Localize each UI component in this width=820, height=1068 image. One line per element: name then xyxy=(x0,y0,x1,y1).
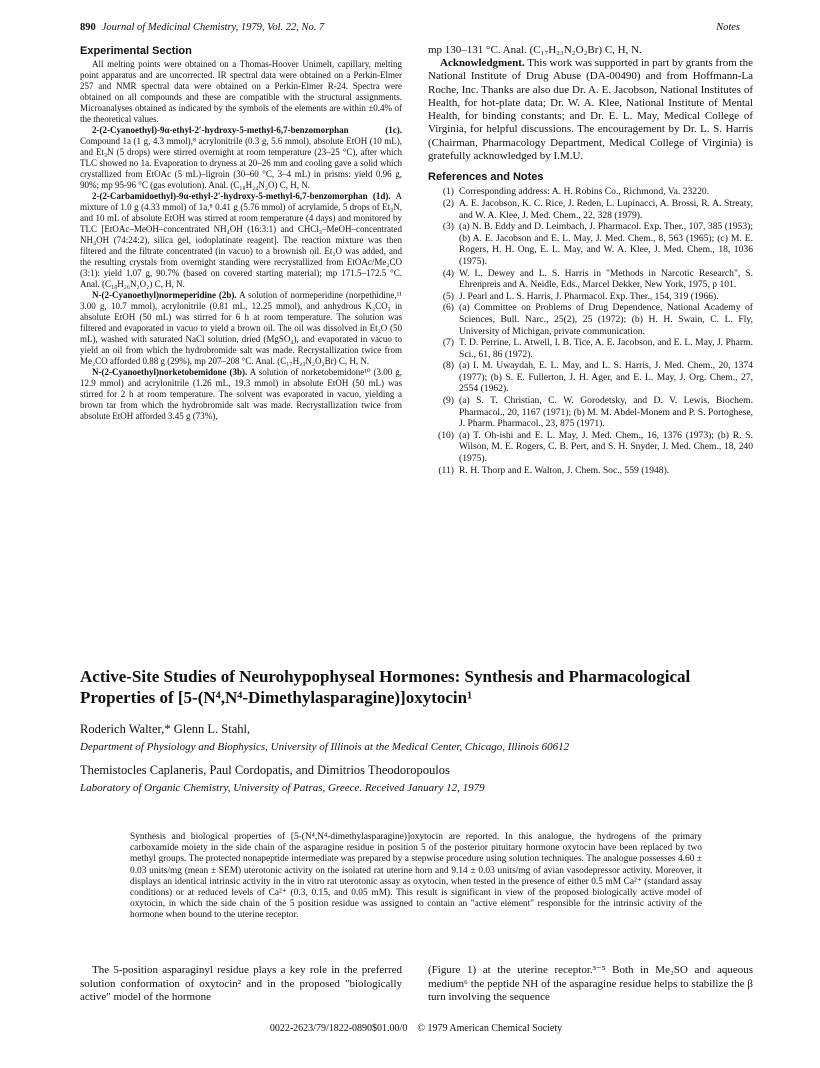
reference-text: (a) N. B. Eddy and D. Leimbach, J. Pharmacol. Exp. Ther., 107, 385 (1953); (b) A. E. Jacobson and E. L. May, J. Med. Chem., 8, 563 (1965); (c) M. E. Rogers, H. H. Ong, E. L. May, and W. A. Klee, J. Med. Chem., 18, 1036 (1975). xyxy=(459,221,753,267)
reference-text: J. Pearl and L. S. Harris, J. Pharmacol. Exp. Ther., 154, 319 (1966). xyxy=(459,290,719,302)
reference-text: (a) T. Oh-ishi and E. L. May, J. Med. Chem., 16, 1376 (1973); (b) R. S. Wilson, M. E. Rogers, C. B. Pert, and S. H. Snyder, J. Med. Chem., 18, 240 (1975). xyxy=(459,429,753,465)
abstract: Synthesis and biological properties of [5-(N⁴,N⁴-dimethylasparagine)]oxytocin are reported. In this analogue, the hydrogens of the primary carboxamide moiety in the side chain of the asparagine residue in position 5 of the posterior pituitary hormone oxytocin have been replaced by two methyl groups. The protected nonapeptide intermediate was prepared by a stepwise procedure using solution techniques. The analogue possesses 4.60 ± 0.03 units/mg (mean ± SEM) uterotonic activity on the isolated rat uterine horn and 9.14 ± 0.03 units/mg of avian vasodepressor activity. Moreover, it displays an identical intrinsic activity in the in vitro rat uterotonic assay as oxytocin, when tested in the presence of either 0.5 mM Ca²⁺ (standard assay conditions) or at reduced levels of Ca²⁺ (0.3, 0.15, and 0.05 mM). This result is significant in view of the proposed biologically active model of oxytocin, in which the side chain of the 5 position residue was assigned to contain an "active element" responsible for the intrinsic activity of the hormone when bound to the uterine receptor. xyxy=(130,832,702,921)
reference-number: (8) xyxy=(442,360,454,372)
reference-item xyxy=(428,360,753,395)
right-column xyxy=(428,44,753,476)
compound-1d-text: A mixture of 1.0 g (4.33 mmol) of 1a,⁸ 0.41 g (5.76 mmol) of acrylamide, 5 drops of Et₃N, and 10 mL of absolute EtOH was stirred at room temperature (4 days) and monitored by TLC [EtOAc–MeOH–concentrated NH₄OH (16:3:1) and CHCl₃–MeOH–concentrated NH₄OH (74:24:2), silica gel, iodoplatinate reagent]. The reaction mixture was then filtered and the filtrate concentrated (in vacuo) to a brownish oil. Et₂O was added, and the resulting crystals from overnight standing were recrystallized from EtOAc/Me₂CO (3:1): yield 1.07 g, 90.7% (based on covered starting material); mp 171.5–172.5 °C. Anal. (C₁₈H₂₆N₂O₂) C, H, N. xyxy=(80,191,402,289)
reference-text: (a) Committee on Problems of Drug Dependence, National Academy of Sciences, Bull. Narc., 25(2), 25 (1972); (b) H. H. Swain, C. L. Fly, University of Michigan, private communication. xyxy=(459,302,753,337)
section-label: Notes xyxy=(716,22,740,33)
reference-item xyxy=(428,291,753,303)
reference-item xyxy=(428,302,753,337)
copyright: © 1979 American Chemical Society xyxy=(417,1023,563,1034)
reference-number: (6) xyxy=(442,302,454,314)
reference-item xyxy=(428,221,753,267)
reference-number: (2) xyxy=(442,197,454,209)
reference-item xyxy=(428,268,753,291)
procedure-3b xyxy=(80,367,402,422)
acknowledgment xyxy=(428,57,753,163)
reference-number: (10) xyxy=(438,429,454,441)
journal-citation: Journal of Medicinal Chemistry, 1979, Vol. 22, No. 7 xyxy=(101,22,325,33)
article-code: 0022-2623/79/1822-0890$01.00/0 xyxy=(269,1023,408,1034)
affiliation-2-line xyxy=(80,782,752,794)
reference-number: (4) xyxy=(442,267,454,279)
reference-text: Corresponding address: A. H. Robins Co., Richmond, Va. 23220. xyxy=(459,186,710,198)
left-column xyxy=(80,44,402,422)
reference-list xyxy=(428,186,753,476)
running-head-left xyxy=(80,22,324,36)
page-footer xyxy=(80,1023,752,1034)
reference-item xyxy=(428,186,753,198)
reference-text: (a) I. M. Uwaydah, E. L. May, and L. S. Harris, J. Med. Chem., 20, 1374 (1977); (b) S. E. Fullerton, J. H. Ager, and E. L. May, J. Org. Chem., 27, 2554 (1962). xyxy=(459,360,753,395)
reference-number: (1) xyxy=(442,186,454,198)
reference-item xyxy=(428,430,753,465)
reference-number: (7) xyxy=(442,337,454,349)
experimental-intro: All melting points were obtained on a Thomas-Hoover Unimelt, capillary, melting point apparatus and are uncorrected. IR spectral data were obtained on a Perkin-Elmer 257 and NMR spectral data were obtained on a Perkin-Elmer R-24. Spectra were obtained on all compounds and these are compatible with the structural assignments. Microanalyses obtained as indicated by the symbols of the elements are within ±0.4% of the theoretical values. xyxy=(80,59,402,124)
procedure-3b-continued: mp 130–131 °C. Anal. (C₁₇H₂₃N₂O₂Br) C, H, N. xyxy=(428,44,642,56)
acknowledgment-title: Acknowledgment. xyxy=(440,57,525,69)
reference-text: R. H. Thorp and E. Walton, J. Chem. Soc., 559 (1948). xyxy=(459,464,670,476)
reference-item xyxy=(428,465,753,477)
reference-text: A. E. Jacobson, K. C. Rice, J. Reden, L. Lupinacci, A. Brossi, R. A. Streaty, and W. A. Klee, J. Med. Chem., 22, 328 (1979). xyxy=(459,197,753,221)
compound-1d-name: 2-(2-Carbamidoethyl)-9α-ethyl-2′-hydroxy-5-methyl-6,7-benzomorphan (1d). xyxy=(92,191,391,201)
reference-number: (9) xyxy=(442,395,454,407)
experimental-heading: Experimental Section xyxy=(80,45,192,57)
article-title: Active-Site Studies of Neurohypophyseal Hormones: Synthesis and Pharmacological Properties of [5-(N⁴,N⁴-Dimethylasparagine)]oxytocin¹ xyxy=(80,667,691,707)
body-text-left: The 5-position asparaginyl residue plays a key role in the preferred solution conformation of oxytocin² and in the proposed "biologically active" model of the hormone xyxy=(80,964,402,1004)
compound-2b-name: N-(2-Cyanoethyl)normeperidine (2b). xyxy=(92,290,237,300)
article-header xyxy=(80,666,752,794)
page-number: 890 xyxy=(80,22,96,33)
compound-3b-name: N-(2-Cyanoethyl)norketobemidone (3b). xyxy=(92,367,248,377)
authors-group-1: Roderich Walter,* Glenn L. Stahl, xyxy=(80,722,251,736)
reference-item xyxy=(428,198,753,221)
authors-group-2: Themistocles Caplaneris, Paul Cordopatis, and Dimitrios Theodoropoulos xyxy=(80,763,450,777)
compound-1c-text: Compound 1a (1 g, 4.3 mmol),⁸ acrylonitrile (0.3 g, 5.6 mmol), absolute EtOH (10 mL), and Et₃N (5 drops) were stirred overnight at room temperature (23–25 °C), after which TLC showed no 1a. Evaporation to dryness at 20–26 mm and cooling gave a solid which crystallized from EtOAc (5 mL)–ligroin (30–60 °C, 3–4 mL) in prisms: yield 0.96 g, 90%; mp 95-96 °C (gas evolution). Anal. (C₁₈H₂₄N₂O) C, H, N. xyxy=(80,136,402,190)
acknowledgment-text: This work was supported in part by grants from the National Institute of Drug Abuse (DA-00490) and from Hoffmann-La Roche, Inc. Thanks are also due Dr. A. E. Jacobson, National Institutes of Health, for hot-plate data; Dr. W. A. Klee, National Institute of Mental Health, for binding constants; and Dr. E. L. May, Medical College of Virginia, for helpful discussions. The encouragement by Dr. L. S. Harris (Chairman, Pharmacology Department, Medical College of Virginia) is gratefully acknowledged by I.M.U. xyxy=(428,57,753,163)
reference-item xyxy=(428,395,753,430)
reference-text: T. D. Perrine, L. Atwell, I. B. Tice, A. E. Jacobson, and E. L. May, J. Pharm. Sci., 61, 86 (1972). xyxy=(459,337,753,360)
compound-2b-text: A solution of normeperidine (norpethidine,¹¹ 3.00 g, 10.7 mmol), acrylonitrile (0.81 mL, 12.25 mmol), and anhydrous K₂CO₃ in absolute EtOH (50 mL) was stirred for 6 h at room temperature. The solution was filtered and evaporated in vacuo to yield a brown oil. The oil was dissolved in Et₂O (50 mL), washed with saturated NaCl solution, dried (MgSO₄), and evaporated in vacuo to yield an oil from which the hydrobromide salt was made. Recrystallization twice from Me₂CO afforded 0.88 g (29%), mp 207–208 °C. Anal. (C₁₇H₂₃N₂O₂Br) C, H, N. xyxy=(80,290,402,366)
affiliation-2: Laboratory of Organic Chemistry, University of Patras, Greece. xyxy=(80,782,363,794)
reference-number: (3) xyxy=(442,221,454,233)
procedure-2b xyxy=(80,290,402,367)
body-text-right: (Figure 1) at the uterine receptor.³⁻⁵ Both in Me₂SO and aqueous medium⁶ the peptide NH of the asparagine residue helps to stabilize the β turn involving the sequence xyxy=(428,964,753,1004)
reference-item xyxy=(428,337,753,360)
compound-3b-text: A solution of norketobemidone¹⁰ (3.00 g, 12.9 mmol) and acrylonitrile (1.26 mL, 19.3 mmol) in absolute EtOH (50 mL) was stirred for 2 h at room temperature. The solvent was evaporated in vacuo, yielding a brown tar from which the hydrobromide salt was made. Recrystallization twice from absolute EtOH afforded 3.45 g (73%), xyxy=(80,367,402,421)
running-head xyxy=(80,22,740,36)
reference-text: W. L. Dewey and L. S. Harris in "Methods in Narcotic Research", S. Ehrenpreis and A. Neidle, Eds., Marcel Dekker, New York, 1975, p 101. xyxy=(459,267,753,291)
compound-1c-name: 2-(2-Cyanoethyl)-9α-ethyl-2′-hydroxy-5-methyl-6,7-benzomorphan (1c). xyxy=(92,125,402,135)
references-heading: References and Notes xyxy=(428,171,544,184)
reference-number: (11) xyxy=(438,464,454,476)
procedure-1d xyxy=(80,191,402,290)
procedure-1c xyxy=(80,125,402,191)
reference-number: (5) xyxy=(442,290,454,302)
reference-text: (a) S. T. Christian, C. W. Gorodetsky, and D. V. Lewis, Biochem. Pharmacol., 20, 1167 (1971); (b) M. M. Abdel-Monem and P. S. Portoghese, J. Pharm. Pharmacol., 23, 875 (1971). xyxy=(459,395,753,430)
affiliation-1: Department of Physiology and Biophysics, University of Illinois at the Medical Center, Chicago, Illinois 60612 xyxy=(80,741,570,753)
received-date: Received January 12, 1979 xyxy=(364,782,485,794)
